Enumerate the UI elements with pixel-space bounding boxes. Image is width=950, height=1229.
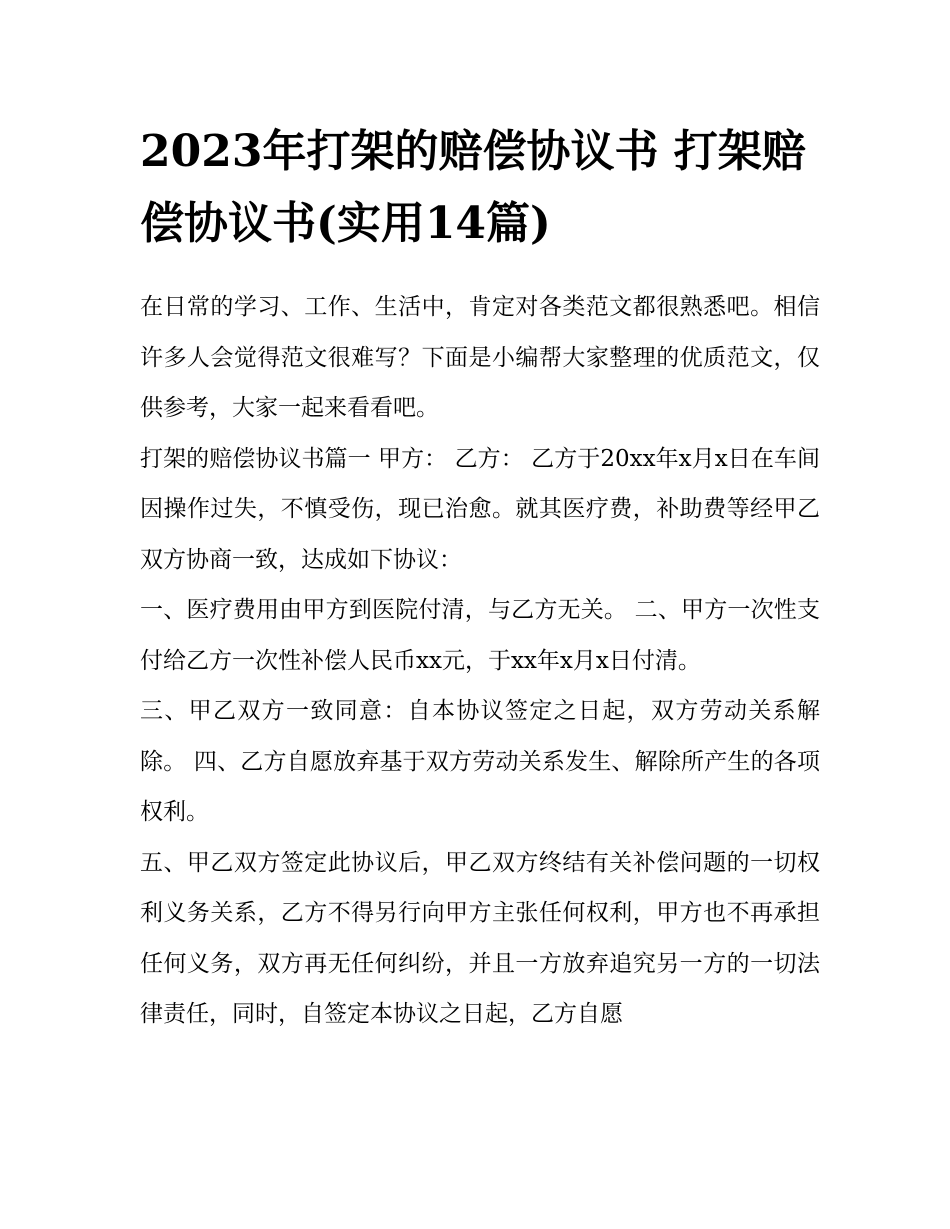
- document-title: 2023年打架的赔偿协议书 打架赔偿协议书(实用14篇): [140, 126, 806, 249]
- paragraph-clause-5: 五、甲乙双方签定此协议后，甲乙双方终结有关补偿问题的一切权利义务关系，乙方不得另行向甲方主张任何权利，甲方也不再承担任何义务，双方再无任何纠纷，并且一方放弃追究另一方的一切法律责任，同时，自签定本协议之日起，乙方自愿: [140, 849, 820, 1027]
- paragraph-intro: 在日常的学习、工作、生活中，肯定对各类范文都很熟悉吧。相信许多人会觉得范文很难写？下面是小编帮大家整理的优质范文，仅供参考，大家一起来看看吧。: [140, 294, 820, 421]
- document-page: [140, 116, 820, 1040]
- paragraph-clause-1-2: 一、医疗费用由甲方到医院付清，与乙方无关。 二、甲方一次性支付给乙方一次性补偿人民币xx元，于xx年x月x日付清。: [140, 597, 820, 674]
- paragraph-agreement-parties: 打架的赔偿协议书篇一 甲方： 乙方： 乙方于20xx年x月x日在车间因操作过失，不慎受伤，现已治愈。就其医疗费，补助费等经甲乙双方协商一致，达成如下协议：: [140, 445, 820, 573]
- document-body: [140, 282, 820, 1040]
- paragraph-clause-3-4: 三、甲乙双方一致同意：自本协议签定之日起，双方劳动关系解除。 四、乙方自愿放弃基于双方劳动关系发生、解除所产生的各项权利。: [140, 698, 820, 825]
